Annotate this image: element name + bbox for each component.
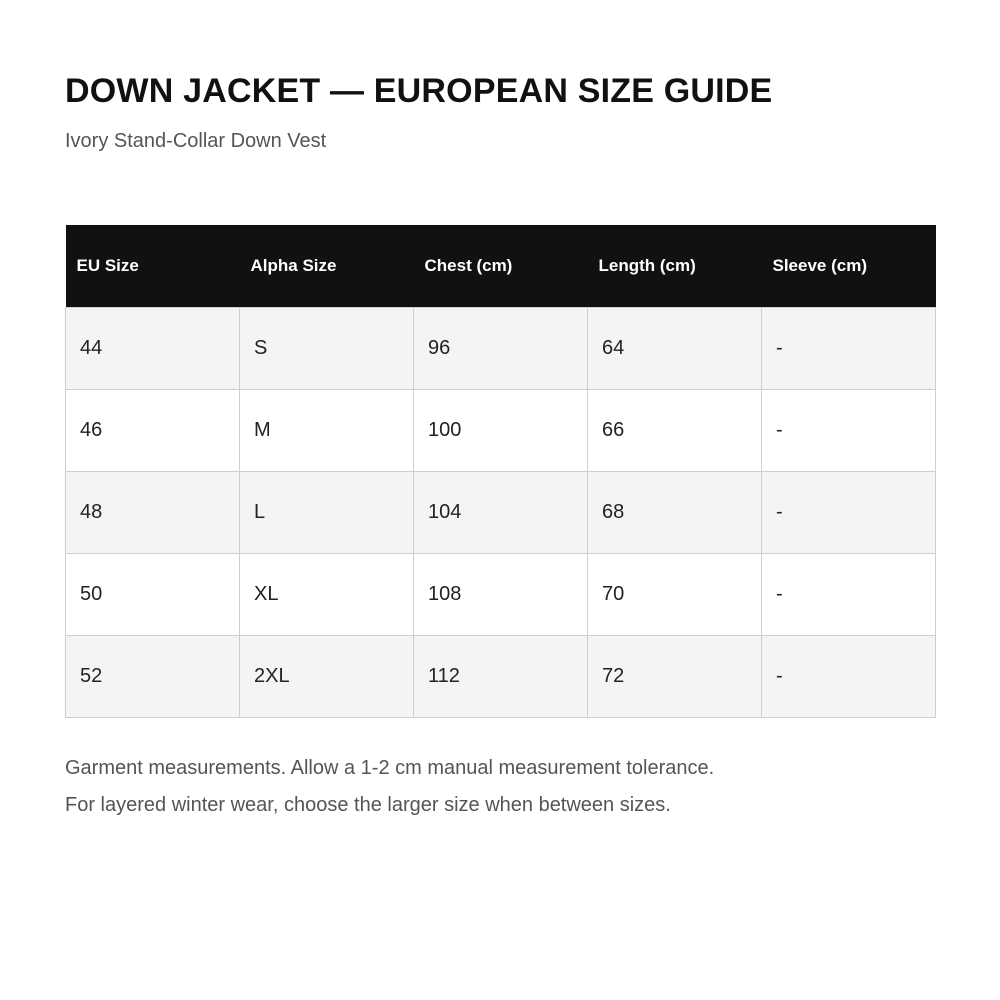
- table-row: [66, 553, 936, 635]
- cell-chest: 112: [414, 635, 588, 717]
- column-header-alpha-size: Alpha Size: [240, 225, 414, 307]
- column-header-length: Length (cm): [588, 225, 762, 307]
- page-title: DOWN JACKET — EUROPEAN SIZE GUIDE: [65, 72, 773, 110]
- product-subtitle: Ivory Stand-Collar Down Vest: [65, 130, 327, 152]
- header-row: [66, 225, 936, 307]
- cell-sleeve: -: [762, 635, 936, 717]
- table-body: [66, 307, 936, 717]
- cell-length: 72: [588, 635, 762, 717]
- size-table: [65, 225, 936, 718]
- table-row: [66, 307, 936, 389]
- cell-chest: 108: [414, 553, 588, 635]
- cell-length: 66: [588, 389, 762, 471]
- cell-length: 64: [588, 307, 762, 389]
- cell-chest: 100: [414, 389, 588, 471]
- table-row: [66, 471, 936, 553]
- column-header-eu-size: EU Size: [66, 225, 240, 307]
- cell-sleeve: -: [762, 389, 936, 471]
- cell-sleeve: -: [762, 553, 936, 635]
- table-row: [66, 389, 936, 471]
- cell-eu-size: 48: [66, 471, 240, 553]
- cell-alpha-size: S: [240, 307, 414, 389]
- table-header: [66, 225, 936, 307]
- cell-alpha-size: 2XL: [240, 635, 414, 717]
- cell-length: 70: [588, 553, 762, 635]
- cell-eu-size: 50: [66, 553, 240, 635]
- cell-alpha-size: XL: [240, 553, 414, 635]
- measurement-notes: [65, 756, 714, 830]
- cell-eu-size: 44: [66, 307, 240, 389]
- note-layering: For layered winter wear, choose the larger size when between sizes.: [65, 794, 671, 816]
- cell-chest: 104: [414, 471, 588, 553]
- cell-eu-size: 52: [66, 635, 240, 717]
- cell-sleeve: -: [762, 471, 936, 553]
- cell-sleeve: -: [762, 307, 936, 389]
- cell-eu-size: 46: [66, 389, 240, 471]
- cell-chest: 96: [414, 307, 588, 389]
- cell-alpha-size: M: [240, 389, 414, 471]
- cell-length: 68: [588, 471, 762, 553]
- cell-alpha-size: L: [240, 471, 414, 553]
- table-row: [66, 635, 936, 717]
- column-header-sleeve: Sleeve (cm): [762, 225, 936, 307]
- note-tolerance: Garment measurements. Allow a 1-2 cm manual measurement tolerance.: [65, 757, 715, 779]
- column-header-chest: Chest (cm): [414, 225, 588, 307]
